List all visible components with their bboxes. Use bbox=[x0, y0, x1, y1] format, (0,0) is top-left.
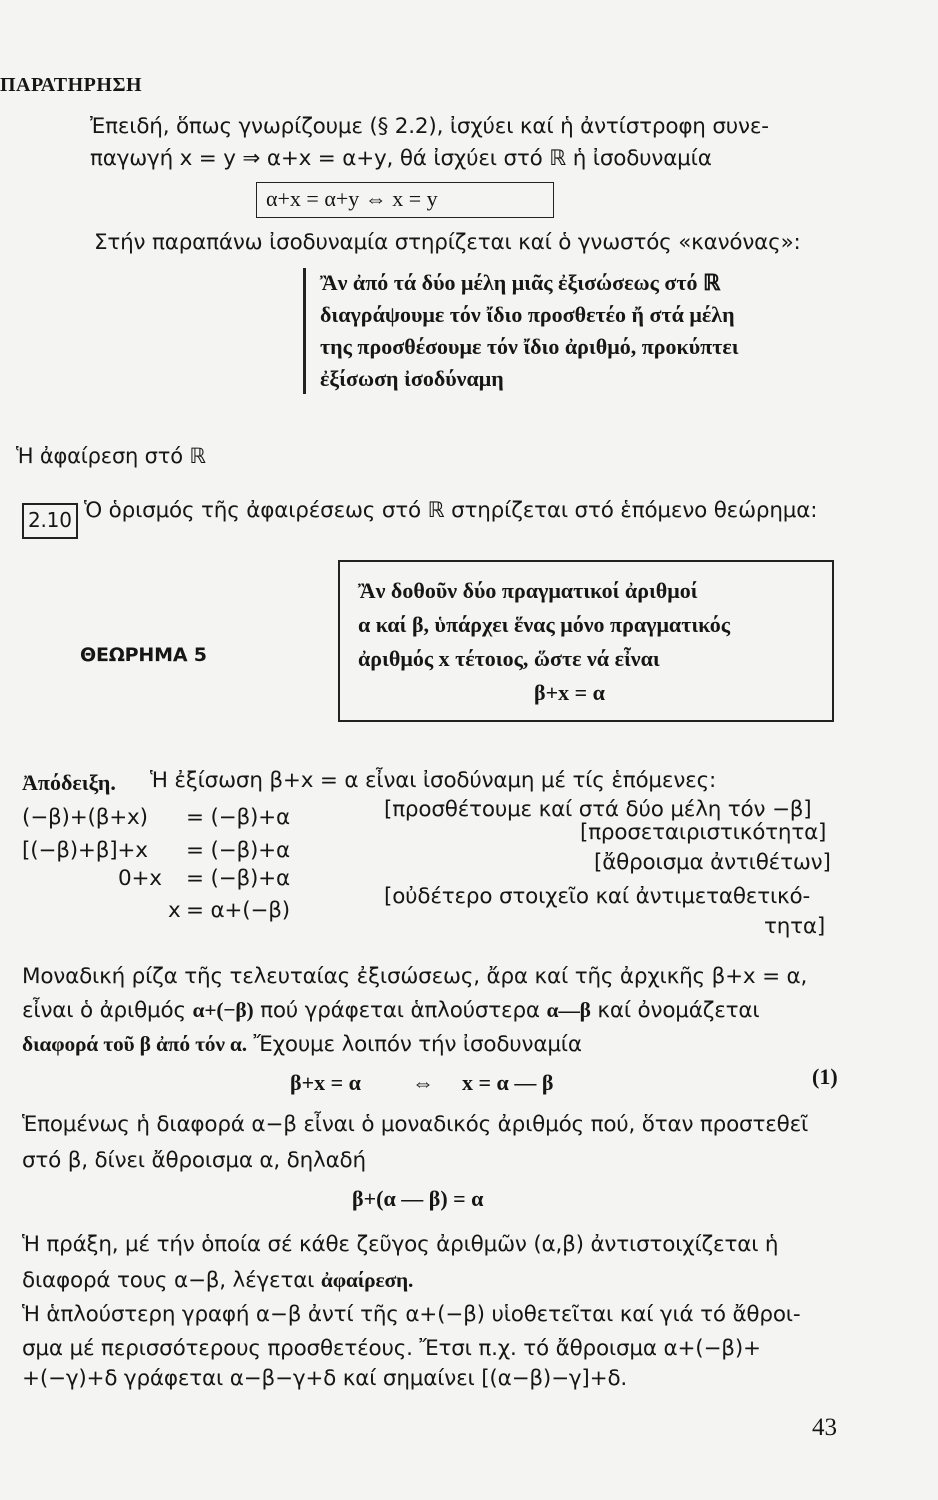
consequence-line-2: στό β, δίνει ἄθροισμα α, δηλαδή bbox=[22, 1148, 366, 1173]
consequence-equation: β+(α — β) = α bbox=[352, 1186, 484, 1211]
rule-bar bbox=[303, 268, 306, 394]
equivalence-right: x = α — β bbox=[462, 1070, 554, 1095]
theorem-label: ΘΕΩΡΗΜΑ 5 bbox=[80, 644, 207, 666]
proof-step-4-lhs: x bbox=[168, 898, 181, 923]
proof-label: Ἀπόδειξη. bbox=[22, 770, 116, 795]
operation-line-1: Ἡ πράξη, μέ τήν ὁποία σέ κάθε ζεῦγος ἀριθμῶν (α,β) ἀντιστοιχίζεται ἡ bbox=[22, 1232, 779, 1257]
subtraction-heading: Ἡ ἀφαίρεση στό ℝ bbox=[16, 444, 206, 468]
theorem-line-1: Ἂν δοθοῦν δύο πραγματικοί ἀριθμοί bbox=[358, 578, 698, 603]
rule-line-4: ἐξίσωση ἰσοδύναμη bbox=[320, 366, 504, 391]
theorem-equation: β+x = α bbox=[534, 680, 605, 705]
equivalence-arrow: ⇔ bbox=[412, 1070, 434, 1095]
conclusion-line-3: διαφορά τοῦ β ἀπό τόν α. Ἔχουμε λοιπόν τήν ἰσοδυναμία bbox=[22, 1032, 582, 1057]
theorem-line-3: ἀριθμός x τέτοιος, ὥστε νά εἶναι bbox=[358, 646, 660, 671]
intro-line-1: Ἐπειδή, ὅπως γνωρίζουμε (§ 2.2), ἰσχύει καί ἡ ἀντίστροφη συνε- bbox=[90, 114, 769, 139]
proof-step-3-lhs: 0+x bbox=[118, 866, 162, 891]
proof-step-3-rhs: = (−β)+α bbox=[186, 866, 290, 891]
boxed-equivalence: α+x = α+y ⇔ x = y bbox=[266, 186, 438, 211]
section-heading: ΠΑΡΑΤΗΡΗΣΗ bbox=[0, 74, 143, 96]
proof-step-1-reason: [προσθέτουμε καί στά δύο μέλη τόν −β] bbox=[384, 797, 812, 822]
operation-line-2: διαφορά τους α−β, λέγεται ἀφαίρεση. bbox=[22, 1268, 414, 1293]
rule-line-2: διαγράψουμε τόν ἴδιο προσθετέο ἤ στά μέλη bbox=[320, 302, 735, 327]
proof-step-2-reason: [προσεταιριστικότητα] bbox=[580, 820, 827, 845]
rule-intro: Στήν παραπάνω ἰσοδυναμία στηρίζεται καί ὁ γνωστός «κανόνας»: bbox=[94, 230, 801, 255]
notation-line-2: σμα μέ περισσότερους προσθετέους. Ἔτσι π.χ. τό ἄθροισμα α+(−β)+ bbox=[22, 1336, 761, 1361]
proof-step-1-lhs: (−β)+(β+x) bbox=[22, 805, 148, 830]
proof-step-1-rhs: = (−β)+α bbox=[186, 805, 290, 830]
rule-line-1: Ἂν ἀπό τά δύο μέλη μιᾶς ἐξισώσεως στό ℝ bbox=[320, 270, 721, 295]
proof-step-2-rhs: = (−β)+α bbox=[186, 838, 290, 863]
proof-step-4-rhs: = α+(−β) bbox=[186, 898, 290, 923]
page-number: 43 bbox=[812, 1414, 837, 1441]
conclusion-line-2: εἶναι ὁ ἀριθμός α+(−β) πού γράφεται ἁπλούστερα α—β καί ὀνομάζεται bbox=[22, 998, 760, 1023]
notation-line-3: +(−γ)+δ γράφεται α−β−γ+δ καί σημαίνει [(α−β)−γ]+δ. bbox=[22, 1366, 628, 1391]
conclusion-line-1: Μοναδική ρίζα τῆς τελευταίας ἐξισώσεως, ἄρα καί τῆς ἀρχικῆς β+x = α, bbox=[22, 964, 808, 989]
proof-step-3-reason: [ἄθροισμα ἀντιθέτων] bbox=[594, 850, 831, 875]
proof-step-2-lhs: [(−β)+β]+x bbox=[22, 838, 148, 863]
definition-intro: Ὁ ὁρισμός τῆς ἀφαιρέσεως στό ℝ στηρίζεται στό ἑπόμενο θεώρημα: bbox=[84, 498, 818, 523]
theorem-line-2: α καί β, ὑπάρχει ἕνας μόνο πραγματικός bbox=[358, 612, 731, 637]
consequence-line-1: Ἑπομένως ἡ διαφορά α−β εἶναι ὁ μοναδικός ἀριθμός πού, ὅταν προστεθεῖ bbox=[22, 1112, 809, 1137]
paragraph-number: 2.10 bbox=[28, 508, 72, 532]
rule-line-3: της προσθέσουμε τόν ἴδιο ἀριθμό, προκύπτει bbox=[320, 334, 739, 359]
proof-reason-continuation: τητα] bbox=[764, 914, 826, 939]
proof-step-4-reason: [οὐδέτερο στοιχεῖο καί ἀντιμεταθετικό- bbox=[384, 884, 811, 909]
notation-line-1: Ἡ ἁπλούστερη γραφή α−β ἀντί τῆς α+(−β) υἱοθετεῖται καί γιά τό ἄθροι- bbox=[22, 1302, 801, 1327]
intro-line-2: παγωγή x = y ⇒ α+x = α+y, θά ἰσχύει στό ℝ ἡ ἰσοδυναμία bbox=[90, 146, 712, 171]
equivalence-number: (1) bbox=[812, 1064, 838, 1089]
equivalence-left: β+x = α bbox=[290, 1070, 361, 1095]
proof-intro: Ἡ ἐξίσωση β+x = α εἶναι ἰσοδύναμη μέ τίς ἑπόμενες: bbox=[150, 768, 717, 793]
